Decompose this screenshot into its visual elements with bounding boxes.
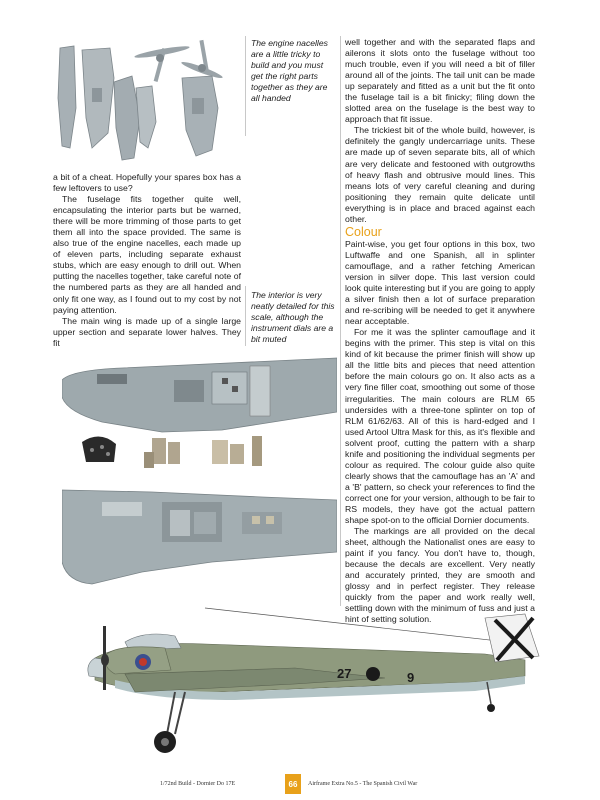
caption-nacelles: [251, 38, 337, 104]
propeller-part: [180, 40, 223, 80]
page-number: 66: [285, 774, 301, 794]
nacelle-half: [136, 86, 156, 148]
caption-text: The interior is very neatly detailed for this scale, although the instrument dials are a bit muted: [251, 290, 335, 344]
aircraft-model-photo: [55, 596, 545, 771]
paragraph: The trickiest bit of the whole build, however, is definitely the gangly undercarriage units. These are made up of seven separate bits, all of which are very delicate and festooned with outgrowths of heavy flash and obtrusive mould lines. This means lots of very careful cleaning and during positioning they remain quite delicate until everything is in place and braced against each other.: [345, 125, 535, 224]
caption-text: The engine nacelles are a little tricky to build and you must get the right parts together as they are all handed: [251, 38, 328, 103]
left-column-text: [53, 172, 241, 349]
fuselage-code-left: 27: [337, 666, 352, 681]
paragraph: a bit of a cheat. Hopefully your spares box has a few leftovers to use?: [53, 172, 241, 194]
footer-right: Airframe Extra No.5 - The Spanish Civil War: [308, 781, 418, 787]
paragraph: For me it was the splinter camouflage and it begins with the primer. This step is vital on this kind of kit because the primer finish will show up all the little bits and pieces that need attention before the main colours go on. It also acts as a very fine filler coat, smoothing out some of those irregularities. The main colours are RLM 65 undersides with a three-tone splinter on top of RLM 61/62/63. All of this is hard-edged and I used Artool Ultra Mask for this, as it's flexible and solvent proof, cutting the pattern with a sharp knife and positioning the individual segments per colour as required. The colour guide also quite clearly shows that the camouflage has an 'A' and a 'B' pattern, so check your references to find the correct one for your version, although to be fair to RS models, they have got the actual pattern shape spot-on to the official Dornier documents.: [345, 327, 535, 526]
paragraph: The main wing is made up of a single large upper section and separate lower halves. They fit: [53, 315, 241, 348]
footer-left: 1/72nd Build - Dornier Do 17E: [160, 781, 236, 787]
caption-interior: [251, 290, 337, 345]
fuselage-marking-circle: [366, 667, 380, 681]
column-rule: [340, 36, 341, 606]
paragraph: The markings are all provided on the decal sheet, although the Nationalist ones are easy to paint if you fancy. You don't have to, though, because the decals are excellent. Very neatly and accurately printed, they are smooth and glossy and in perfect register. They release quickly from the paper and work really well, settling down with the minimum of fuss and just a hint of setting solution.: [345, 526, 535, 625]
column-rule: [245, 36, 246, 136]
column-rule: [245, 286, 246, 346]
section-heading-colour: Colour: [345, 224, 382, 239]
nacelle-half: [58, 46, 76, 148]
fuselage-code-right: 9: [407, 670, 415, 685]
right-column-text: [345, 37, 535, 625]
instrument-panel: [82, 436, 116, 462]
paragraph: well together and with the separated flaps and ailerons it slots onto the fuselage without too much trouble, even if you will need a bit of filler around all of the joints. The tail unit can be made up separately and fitted as a unit but the fit onto the fuselage tail is a bit finicky; filing down the slotted area on the fuselage is the best way to approach that fit issue.: [345, 37, 535, 125]
nacelle-parts-photo: [52, 38, 232, 168]
paragraph: Paint-wise, you get four options in this box, two Luftwaffe and one Spanish, all in splinter camouflage, and a rather fetching American version in silver dope. This last version could look quite interesting but if you are going to apply a silver finish then a lot of surface preparation and re-scribing will be needed to get it anywhere near acceptable.: [345, 238, 535, 327]
paragraph: The fuselage fits together quite well, encapsulating the interior parts but be warned, there will be more trimming of those parts to get them all into the space provided. The same is also true of the engine nacelles, each made up of eleven parts, including separate exhaust stubs, which are easy enough to drill out. When putting the nacelles together, take careful note of the numbered parts as they are all handed and only fit one way, as I found out to my cost by not paying attention.: [53, 194, 241, 315]
nacelle-half: [182, 76, 218, 156]
seat-parts: [144, 436, 262, 468]
fuselage-interior-photo: [62, 352, 337, 592]
